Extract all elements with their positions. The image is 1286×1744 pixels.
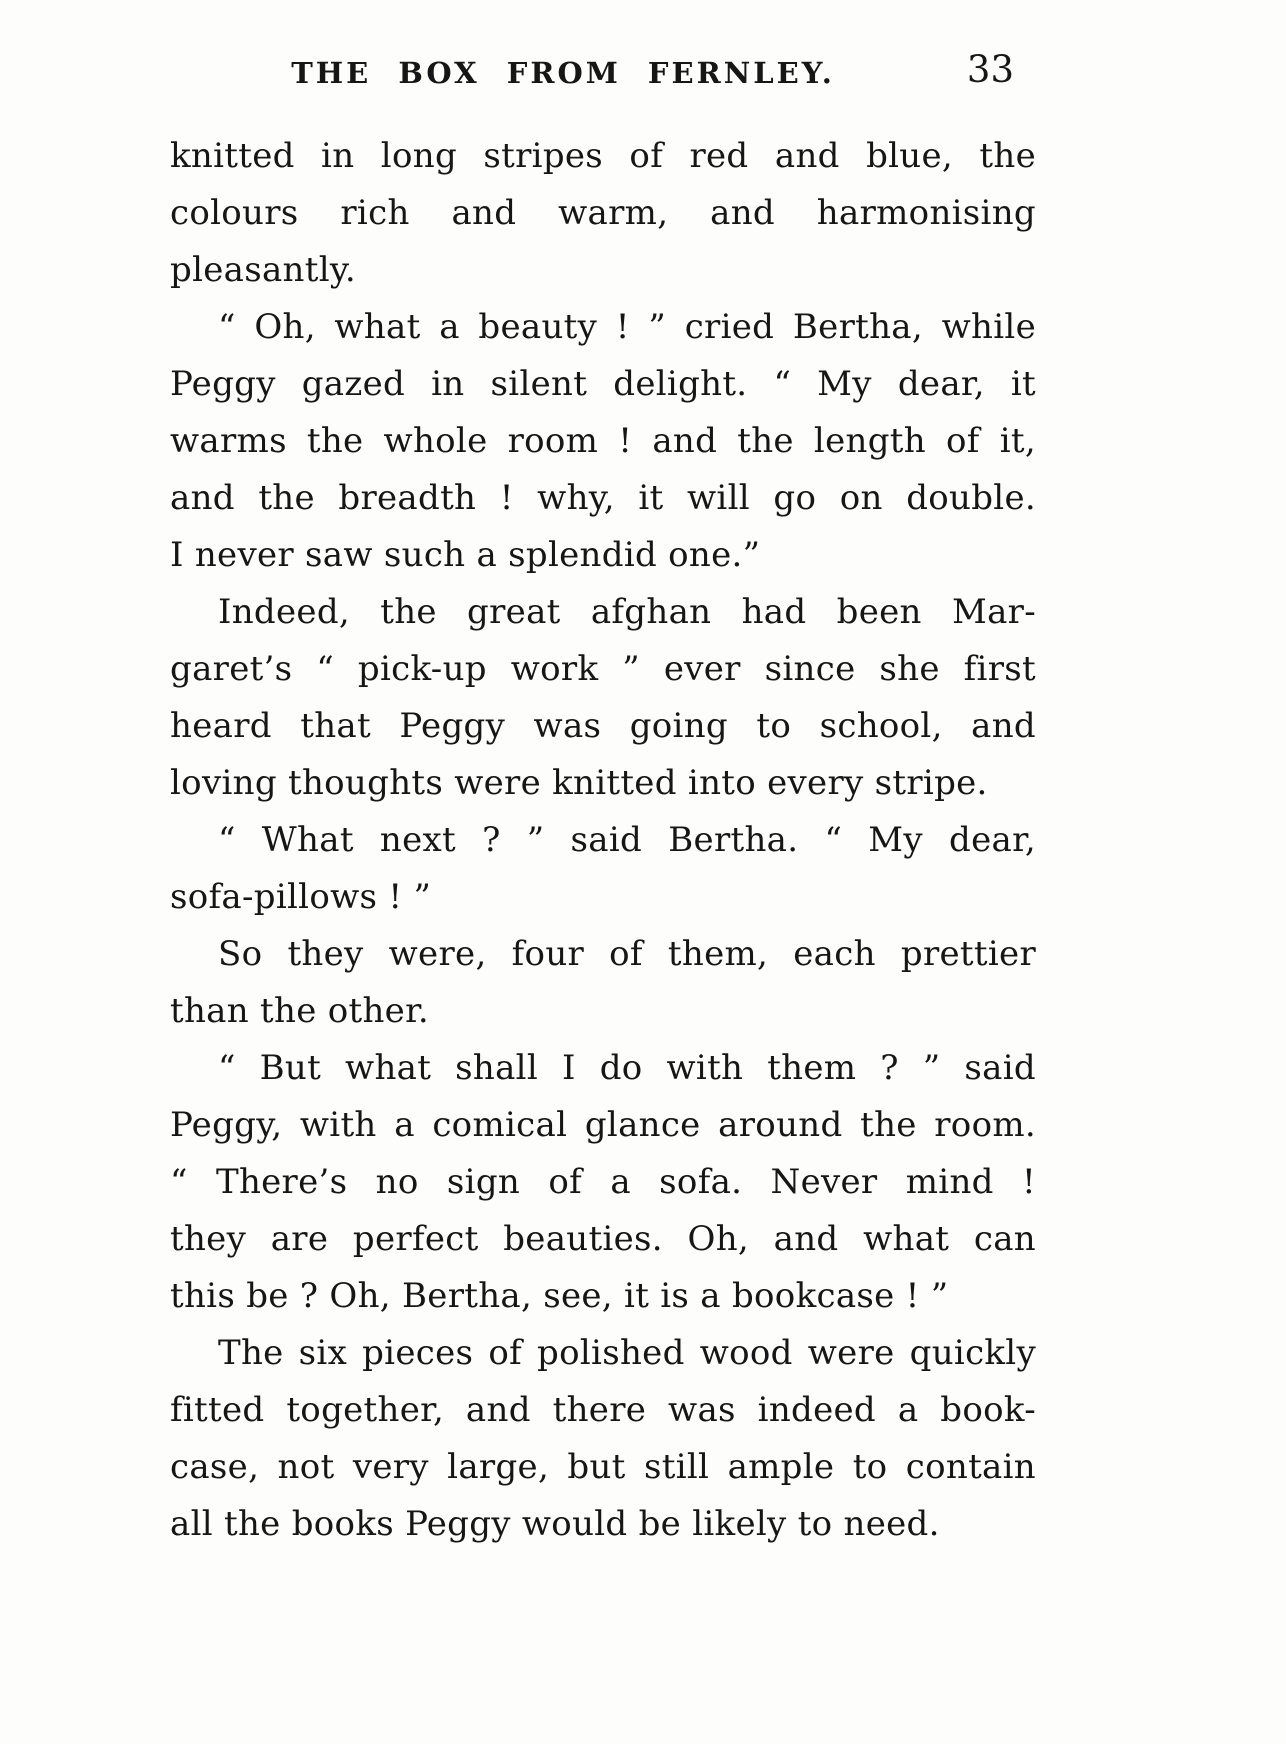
text-line: than the other. <box>170 991 430 1031</box>
paragraph <box>170 128 1036 299</box>
paragraph <box>170 812 1036 926</box>
paragraph <box>170 584 1036 812</box>
chapter-title: THE BOX FROM FERNLEY. <box>291 56 835 90</box>
text-line: Indeed, the great afghan had been Mar- <box>218 592 1036 632</box>
text-line: “ There’s no sign of a sofa. Never mind ! <box>170 1162 1036 1202</box>
paragraph <box>170 926 1036 1040</box>
text-line: So they were, four of them, each prettier <box>218 934 1036 974</box>
text-line: loving thoughts were knitted into every stripe. <box>170 763 988 803</box>
text-line: pleasantly. <box>170 250 356 290</box>
page-number: 33 <box>966 48 1014 91</box>
text-line: fitted together, and there was indeed a book- <box>170 1390 1036 1430</box>
text-line: “ But what shall I do with them ? ” said <box>218 1048 1036 1088</box>
text-column <box>170 128 1036 1553</box>
running-header <box>170 48 1036 96</box>
text-line: and the breadth ! why, it will go on double. <box>170 478 1036 518</box>
text-line: case, not very large, but still ample to contain <box>170 1447 1036 1487</box>
text-line: they are perfect beauties. Oh, and what can <box>170 1219 1036 1259</box>
paragraph <box>170 299 1036 584</box>
text-line: “ What next ? ” said Bertha. “ My dear, <box>218 820 1036 860</box>
text-line: sofa-pillows ! ” <box>170 877 432 917</box>
text-line: knitted in long stripes of red and blue, the <box>170 136 1036 176</box>
text-line: warms the whole room ! and the length of it, <box>170 421 1036 461</box>
text-line: garet’s “ pick-up work ” ever since she first <box>170 649 1036 689</box>
text-line: Peggy gazed in silent delight. “ My dear, it <box>170 364 1036 404</box>
text-line: heard that Peggy was going to school, and <box>170 706 1036 746</box>
paragraph <box>170 1040 1036 1325</box>
paragraph <box>170 1325 1036 1553</box>
text-line: all the books Peggy would be likely to need. <box>170 1504 940 1544</box>
text-line: “ Oh, what a beauty ! ” cried Bertha, while <box>218 307 1036 347</box>
text-line: colours rich and warm, and harmonising <box>170 193 1036 233</box>
text-line: Peggy, with a comical glance around the room. <box>170 1105 1036 1145</box>
text-line: The six pieces of polished wood were quickly <box>218 1333 1036 1373</box>
text-line: this be ? Oh, Bertha, see, it is a bookcase ! ” <box>170 1276 949 1316</box>
text-line: I never saw such a splendid one.” <box>170 535 761 575</box>
